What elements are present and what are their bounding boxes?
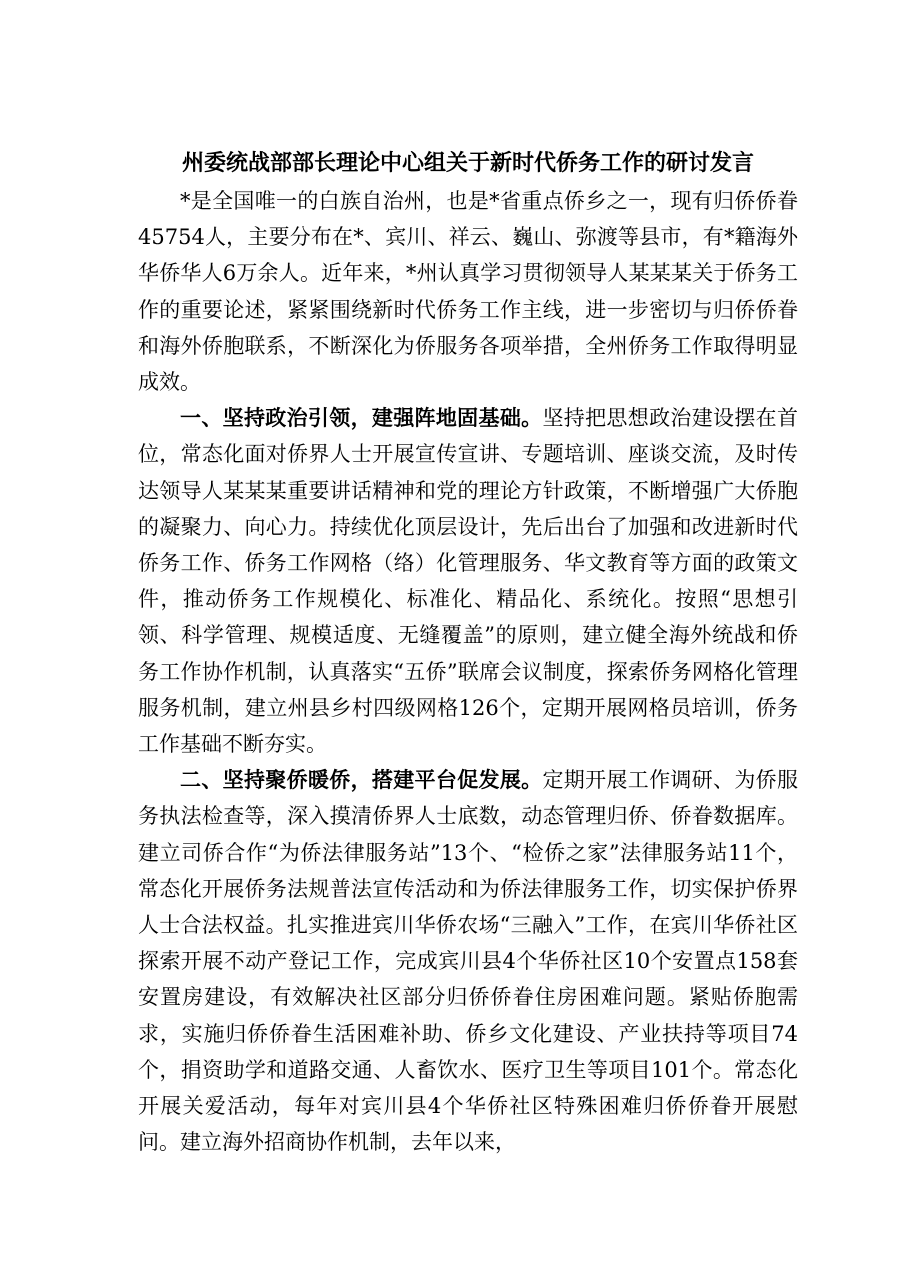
section-2-heading: 二、坚持聚侨暖侨，搭建平台促发展。 <box>180 767 543 793</box>
section-2-body: 定期开展工作调研、为侨服务执法检查等，深入摸清侨界人士底数，动态管理归侨、侨眷数据库。建立司侨合作“为侨法律服务站”13个、“检侨之家”法律服务站11个，常态化开展侨务法规普法宣传活动和为侨法律服务工作，切实保护侨界人士合法权益。扎实推进宾川华侨农场“三融入”工作，在宾川华侨社区探索开展不动产登记工作，完成宾川县4个华侨社区10个安置点158套安置房建设，有效解决社区部分归侨侨眷住房困难问题。紧贴侨胞需求，实施归侨侨眷生活困难补助、侨乡文化建设、产业扶持等项目74个，捐资助学和道路交通、人畜饮水、医疗卫生等项目101个。常态化开展关爱活动，每年对宾川县4个华侨社区特殊困难归侨侨眷开展慰问。建立海外招商协作机制，去年以来， <box>138 768 799 1155</box>
document-body <box>138 143 798 1160</box>
section-1-paragraph <box>138 400 798 762</box>
intro-paragraph: *是全国唯一的白族自治州，也是*省重点侨乡之一，现有归侨侨眷45754人，主要分布在*、宾川、祥云、巍山、弥渡等县市，有*籍海外华侨华人6万余人。近年来，*州认真学习贯彻领导人某某某关于侨务工作的重要论述，紧紧围绕新时代侨务工作主线，进一步密切与归侨侨眷和海外侨胞联系，不断深化为侨服务各项举措，全州侨务工作取得明显成效。 <box>138 189 798 395</box>
section-2-paragraph <box>138 762 798 1160</box>
document-title: 州委统战部部长理论中心组关于新时代侨务工作的研讨发言 <box>181 150 754 176</box>
section-1-heading: 一、坚持政治引领，建强阵地固基础。 <box>180 405 543 431</box>
section-1-body: 坚持把思想政治建设摆在首位，常态化面对侨界人士开展宣传宣讲、专题培训、座谈交流，及时传达领导人某某某重要讲话精神和党的理论方针政策，不断增强广大侨胞的凝聚力、向心力。持续优化顶层设计，先后出台了加强和改进新时代侨务工作、侨务工作网格（络）化管理服务、华文教育等方面的政策文件，推动侨务工作规模化、标准化、精品化、系统化。按照“思想引领、科学管理、规模适度、无缝覆盖”的原则，建立健全海外统战和侨务工作协作机制，认真落实“五侨”联席会议制度，探索侨务网格化管理服务机制，建立州县乡村四级网格126个，定期开展网格员培训，侨务工作基础不断夯实。 <box>138 406 799 757</box>
